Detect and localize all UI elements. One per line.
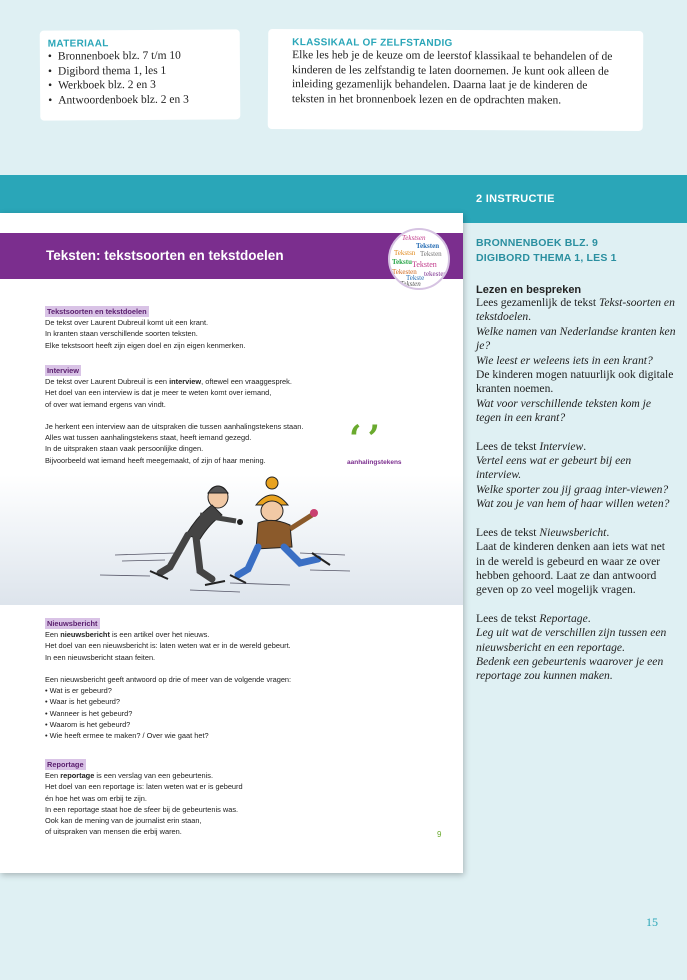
klassikaal-note [268, 29, 644, 131]
list-item: • Bronnenboek blz. 7 t/m 10 [48, 48, 232, 64]
body-line: is een artikel over het nieuws. [109, 630, 210, 640]
section-reportage [45, 759, 345, 837]
instruction-title: 2 INSTRUCTIE [476, 193, 555, 205]
list-item: • Wanneer is het gebeurd? [45, 708, 133, 718]
text-title: Nieuwsbericht [539, 525, 607, 539]
notes-block-1 [476, 296, 676, 426]
notes-text: . [587, 611, 591, 625]
body-line: De tekst over Laurent Dubreuil is een [45, 377, 170, 387]
question: Welke sporter zou jij graag inter-viewen? [476, 482, 669, 496]
body-line: Alles wat tussen aanhalingstekens staat, heeft iemand gezegd. [45, 433, 252, 443]
logo-word: tekesten [424, 270, 447, 278]
skater-figure [150, 486, 243, 585]
skater-interview-illustration [0, 475, 463, 605]
materiaal-list [48, 48, 232, 107]
body-line: of uitspraken van mensen die erbij waren. [45, 827, 182, 837]
body-line: én hoe het was om erbij te zijn. [45, 793, 147, 803]
body-line: Je herkent een interview aan de uitspraken die tussen aanhalingstekens staan. [45, 422, 304, 432]
notes-text: . [606, 525, 610, 539]
banner-title: Teksten: tekstsoorten en tekstdoelen [46, 248, 284, 263]
book-page-number: 9 [437, 830, 442, 839]
logo-word: Teksten [420, 250, 442, 258]
section-tag: Interview [47, 366, 80, 375]
section-interview [45, 365, 345, 466]
list-item: • Waar is het gebeurd? [45, 697, 121, 707]
logo-word: Tekstsen [402, 234, 426, 242]
body-line: Het doel van een nieuwsbericht is: laten weten wat er in de wereld gebeurt. [45, 641, 291, 651]
body-line: In een nieuwsbericht staan feiten. [45, 652, 156, 662]
notes-text: . [528, 310, 532, 324]
body-line: In de uitspraken staan vaak persoonlijke dingen. [45, 444, 204, 454]
source-ref-book: BRONNENBOEK BLZ. 9 [476, 237, 599, 249]
body-line: Een nieuwsbericht geeft antwoord op drie of meer van de volgende vragen: [45, 675, 292, 685]
section-tag: Tekstsoorten en tekstdoelen [47, 307, 147, 316]
notes-block-4 [476, 612, 676, 684]
list-item: • Wie heeft ermee te maken? / Over wie gaat het? [45, 731, 209, 741]
book-page [0, 213, 463, 873]
question: Welke namen van Nederlandse kranten ken je? [476, 324, 676, 353]
keyword: nieuwsbericht [60, 630, 110, 640]
body-line: De tekst over Laurent Dubreuil komt uit een krant. [45, 318, 209, 328]
body-line: Een [45, 771, 61, 781]
body-line: Een [45, 630, 61, 640]
logo-word: Tekesten [392, 268, 417, 276]
question: Leg uit wat de verschillen zijn tussen een nieuwsbericht en een reportage. [476, 626, 667, 654]
skating-illustration [0, 475, 463, 605]
teksten-logo-icon [388, 228, 450, 290]
body-line: Ook kan de mening van de journalist erin staan, [45, 816, 202, 826]
logo-word: Teksten [412, 260, 437, 269]
logo-word: Teksten [400, 280, 421, 288]
logo-word: Tekste [406, 274, 425, 282]
notes-text: Laat de kinderen denken aan iets wat net in de wereld is gebeurd en waar ze over hebben gehoord. Laat ze dan antwoord geven op zo veel mogelijk vragen. [476, 540, 665, 597]
logo-word: Teksten [416, 242, 440, 250]
notes-text: Lees de tekst [476, 525, 540, 539]
question: Bedenk een gebeurtenis waarover je een reportage zou kunnen maken. [476, 654, 664, 683]
notes-block-3 [476, 526, 676, 598]
quotation-marks-label: aanhalingstekens [347, 459, 402, 466]
section-subtitle: Lezen en bespreken [476, 284, 582, 296]
interviewee-figure [230, 477, 330, 583]
notes-text: Lees de tekst [476, 439, 540, 453]
materiaal-note [40, 29, 241, 120]
keyword: reportage [60, 771, 95, 781]
text-title: Tekst-soorten en tekstdoelen [476, 296, 675, 324]
teacher-notes [476, 236, 676, 684]
body-line: Bijvoorbeeld wat iemand heeft meegemaakt, of zijn of haar mening. [45, 455, 266, 465]
list-item: • Wat is er gebeurd? [45, 686, 112, 696]
body-line: is een verslag van een gebeurtenis. [94, 771, 214, 781]
body-line: In een reportage staat hoe de sfeer bij de gebeurtenis was. [45, 804, 239, 814]
list-item: • Antwoordenboek blz. 2 en 3 [48, 92, 232, 108]
notes-text: De kinderen mogen natuurlijk ook digitale kranten noemen. [476, 368, 674, 396]
materiaal-title: MATERIAAL [47, 38, 109, 50]
notes-text: . [583, 439, 587, 453]
list-item: • Waarom is het gebeurd? [45, 719, 131, 729]
text-title: Reportage [539, 611, 588, 625]
notes-text: Lees de tekst [476, 611, 540, 625]
body-line: Het doel van een reportage is: laten weten wat er is gebeurd [45, 782, 243, 792]
source-ref-digibord: DIGIBORD THEMA 1, LES 1 [476, 252, 617, 264]
logo-word: Tekstsn [394, 249, 416, 257]
klassikaal-text: Elke les heb je de keuze om de leerstof klassikaal te behandelen of de kinderen de les zelfstandig te laten doornemen. Je kunt ook alleen de inleiding gezamenlijk behandelen. Daarna laat je de kinderen de teksten in het bronnenboek lezen en de opdrachten maken. [291, 49, 613, 107]
logo-word: Tekstu [392, 258, 412, 266]
question: Vertel eens wat er gebeurt bij een interview. [476, 454, 632, 482]
list-item: • Digibord thema 1, les 1 [48, 63, 232, 79]
body-line: Het doel van een interview is dat je meer te weten komt over iemand, [45, 388, 272, 398]
text-title: Interview [539, 439, 584, 453]
question: Wie leest er weleens iets in een krant? [476, 353, 653, 367]
quotation-marks-icon: ‘’ [349, 418, 387, 460]
body-line: of over wat iemand ergens van vindt. [45, 399, 166, 409]
list-item: • Werkboek blz. 2 en 3 [48, 77, 232, 93]
question: Wat zou je van hem of haar willen weten? [476, 497, 670, 511]
notes-text: Lees gezamenlijk de tekst [476, 296, 599, 309]
keyword: interview [169, 377, 202, 387]
question: Wat voor verschillende teksten kom je tegen in een krant? [476, 396, 652, 425]
body-line: Elke tekstsoort heeft zijn eigen doel en zijn eigen kenmerken. [45, 340, 246, 350]
section-nieuwsbericht [45, 618, 345, 741]
klassikaal-title: KLASSIKAAL OF ZELFSTANDIG [292, 37, 453, 49]
page-number: 15 [646, 915, 658, 929]
notes-block-2 [476, 440, 676, 512]
body-line: , oftewel een vraaggesprek. [201, 377, 292, 387]
section-tag: Reportage [47, 760, 84, 769]
section-tag: Nieuwsbericht [47, 619, 98, 628]
body-line: In kranten staan verschillende soorten teksten. [45, 329, 198, 339]
section-tekstsoorten [45, 306, 345, 351]
